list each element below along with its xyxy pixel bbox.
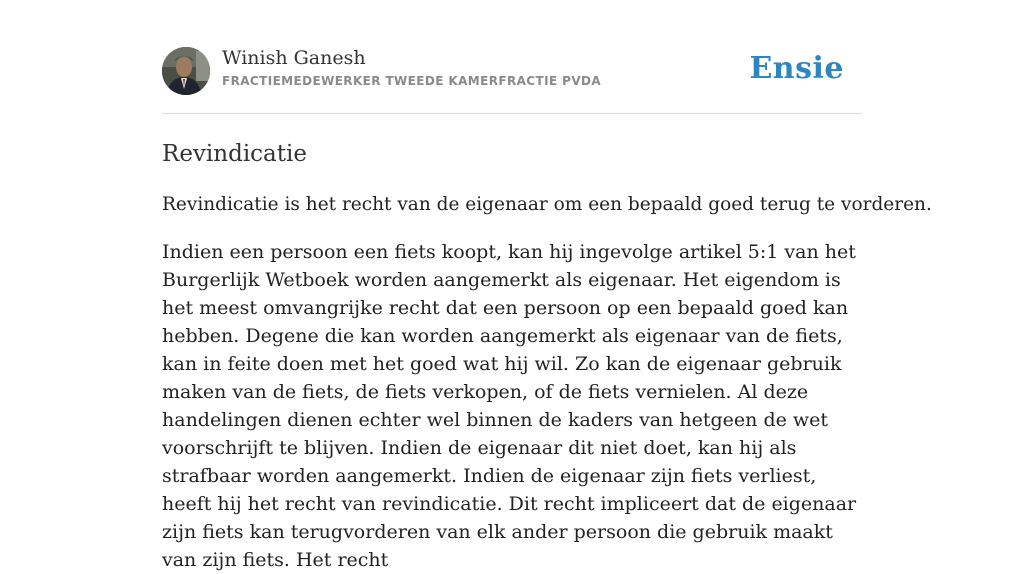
- author-header: [162, 0, 862, 114]
- ensie-logo[interactable]: Ensie: [749, 51, 844, 86]
- author-role: FRACTIEMEDEWERKER TWEEDE KAMERFRACTIE PVDA: [222, 74, 602, 88]
- article-paragraph: Indien een persoon een fiets koopt, kan hij ingevolge artikel 5:1 van het Burgerlijk Wetboek worden aangemerkt als eigenaar. Het eigendom is het meest omvangrijke recht dat een persoon op een bepaald goed kan hebben. Degene die kan worden aangemerkt als eigenaar van de fiets, kan in feite doen met het goed wat hij wil. Zo kan de eigenaar gebruik maken van de fiets, de fiets verkopen, of de fiets vernielen. Al deze handelingen dienen echter wel binnen de kaders van hetgeen de wet voorschrijft te blijven. Indien de eigenaar dit niet doet, kan hij als strafbaar worden aangemerkt. Indien de eigenaar zijn fiets verliest, heeft hij het recht van revindicatie. Dit recht impliceert dat de eigenaar zijn fiets kan terugvorderen van elk ander persoon die gebruik maakt van zijn fiets. Het recht: [162, 241, 857, 571]
- article-paragraph: Revindicatie is het recht van de eigenaar om een bepaald goed terug te vorderen.: [162, 194, 932, 215]
- author-name[interactable]: Winish Ganesh: [222, 47, 366, 69]
- author-avatar[interactable]: [162, 47, 210, 95]
- avatar-photo-icon: [162, 47, 210, 95]
- article-page: [162, 0, 932, 574]
- article-title: Revindicatie: [162, 141, 307, 167]
- author-info: [222, 46, 601, 89]
- article-body: [162, 191, 932, 574]
